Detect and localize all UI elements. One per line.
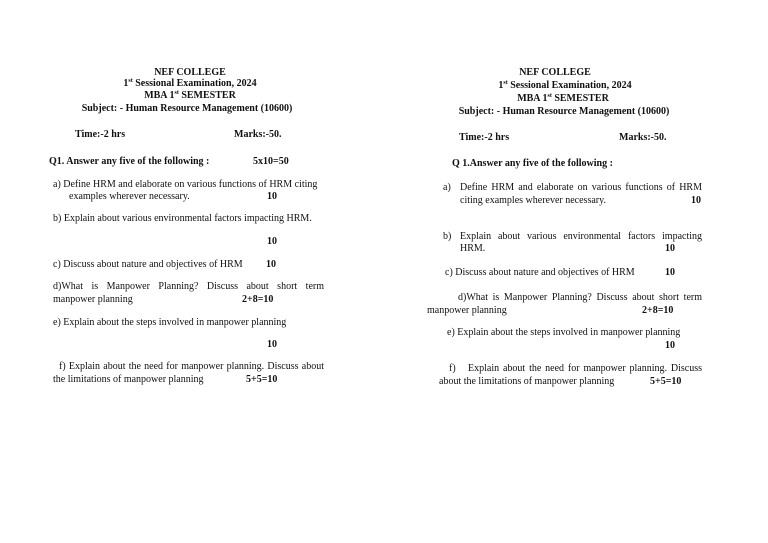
question-f-line1: Explain about the need for manpower planning. Discuss — [468, 363, 702, 374]
exam-title: 1st Sessional Examination, 2024 — [498, 80, 632, 91]
marks-label: Marks:-50. — [234, 129, 282, 140]
time-label: Time:-2 hrs — [75, 129, 126, 140]
exam-title: 1st Sessional Examination, 2024 — [123, 78, 257, 89]
subject-line: Subject: - Human Resource Management (10600) — [458, 106, 670, 117]
question-heading: Q 1.Answer any five of the following : — [452, 158, 613, 169]
question-b-line1: Explain about various environmental factors impacting — [460, 231, 702, 242]
question-b-line1: b) Explain about various environmental factors impacting HRM. — [53, 213, 312, 224]
question-total-marks: 5x10=50 — [253, 156, 289, 167]
semester-title: MBA 1st SEMESTER — [144, 90, 236, 101]
question-a-line2: examples wherever necessary. — [69, 191, 190, 202]
question-d-line1: d)What is Manpower Planning? Discuss about short term — [53, 281, 324, 292]
question-d-marks: 2+8=10 — [642, 305, 674, 316]
question-f-line2: about the limitations of manpower planning — [439, 376, 615, 387]
question-c-marks: 10 — [266, 259, 276, 270]
question-heading: Q1. Answer any five of the following : — [49, 156, 210, 167]
question-a-line1: Define HRM and elaborate on various functions of HRM — [460, 182, 702, 193]
question-a-line1: a) Define HRM and elaborate on various functions of HRM citing — [53, 179, 318, 190]
question-b-line2: HRM. — [460, 243, 486, 254]
question-b-marks: 10 — [267, 236, 277, 247]
question-b-marks: 10 — [665, 243, 675, 254]
question-e-line1: e) Explain about the steps involved in manpower planning — [53, 317, 287, 328]
question-d-line2: manpower planning — [53, 294, 133, 305]
question-c-line1: c) Discuss about nature and objectives of HRM — [53, 259, 243, 270]
question-d-marks: 2+8=10 — [242, 294, 274, 305]
question-b-label: b) — [443, 231, 452, 242]
college-name: NEF COLLEGE — [519, 67, 591, 78]
question-a-line2: citing examples wherever necessary. — [460, 195, 606, 206]
question-c-line1: c) Discuss about nature and objectives of HRM — [445, 267, 635, 278]
question-a-marks: 10 — [267, 191, 277, 202]
question-a-label: a) — [443, 182, 451, 193]
question-a-marks: 10 — [691, 195, 701, 206]
question-e-marks: 10 — [267, 339, 277, 350]
question-f-marks: 5+5=10 — [246, 374, 278, 385]
question-f-marks: 5+5=10 — [650, 376, 682, 387]
question-e-line1: e) Explain about the steps involved in manpower planning — [447, 327, 681, 338]
college-name: NEF COLLEGE — [154, 67, 226, 78]
question-f-line1: f) Explain about the need for manpower planning. Discuss about — [59, 361, 324, 372]
question-e-marks: 10 — [665, 340, 675, 351]
question-f-label: f) — [449, 363, 456, 374]
marks-label: Marks:-50. — [619, 132, 667, 143]
question-d-line2: manpower planning — [427, 305, 507, 316]
question-c-marks: 10 — [665, 267, 675, 278]
question-d-line1: d)What is Manpower Planning? Discuss about short term — [458, 292, 702, 303]
semester-title: MBA 1st SEMESTER — [517, 93, 609, 104]
question-f-line2: the limitations of manpower planning — [53, 374, 204, 385]
subject-line: Subject: - Human Resource Management (10600) — [81, 103, 293, 114]
time-label: Time:-2 hrs — [459, 132, 510, 143]
